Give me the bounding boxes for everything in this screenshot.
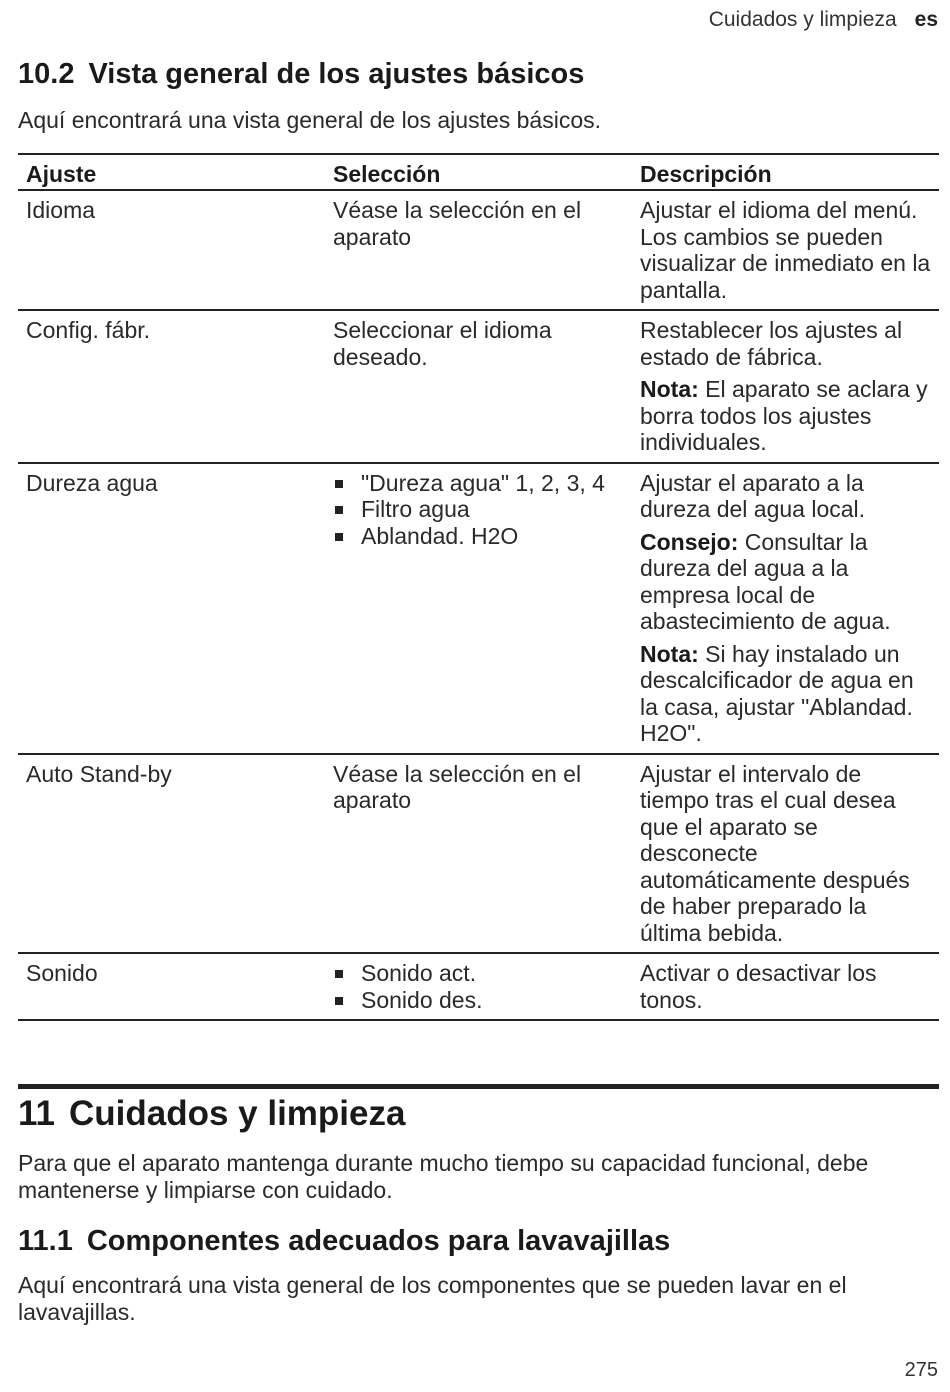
- settings-table: [18, 153, 939, 1021]
- column-header-description: Descripción: [632, 154, 939, 190]
- page-number: 275: [904, 1359, 938, 1381]
- column-header-selection: Selección: [325, 154, 632, 190]
- selection-list-item: Filtro agua: [333, 496, 624, 523]
- chapter-intro-11: Para que el aparato mantenga durante mucho tiempo su capacidad funcional, debe mantenerse y limpiarse con cuidado.: [18, 1150, 869, 1203]
- chapter-heading-11: [18, 1094, 405, 1134]
- selection-list: [333, 470, 624, 550]
- selection-list-item: "Dureza agua" 1, 2, 3, 4: [333, 470, 624, 497]
- description-text: Ajustar el idioma del menú.: [640, 197, 918, 223]
- note-label: Nota:: [640, 376, 699, 402]
- selection-list-item: Sonido act.: [333, 960, 624, 987]
- note-paragraph: [640, 376, 931, 456]
- note-paragraph: [640, 641, 931, 747]
- section-heading-11-1: [18, 1225, 670, 1258]
- description-cell: [632, 463, 939, 754]
- section-intro-11-1: Aquí encontrará una vista general de los componentes que se pueden lavar en el lavavajillas.: [18, 1272, 847, 1325]
- selection-cell: Seleccionar el idioma deseado.: [325, 310, 632, 463]
- selection-list-item: Ablandad. H2O: [333, 523, 624, 550]
- description-cell: Ajustar el intervalo de tiempo tras el cual desea que el aparato se desconecte automáticamente después de haber preparado la última bebida.: [632, 754, 939, 954]
- note-text: El aparato se aclara y borra todos los ajustes individuales.: [640, 376, 928, 455]
- selection-list-item: Sonido des.: [333, 987, 624, 1014]
- selection-cell: [325, 463, 632, 754]
- section-intro-10-2: Aquí encontrará una vista general de los ajustes básicos.: [18, 107, 602, 133]
- setting-cell: Idioma: [18, 190, 325, 310]
- tip-label: Consejo:: [640, 528, 739, 555]
- chapter-title: Cuidados y limpieza: [69, 1094, 406, 1133]
- tip-paragraph: [640, 529, 931, 635]
- section-title: Componentes adecuados para lavavajillas: [86, 1225, 671, 1257]
- selection-cell: Véase la selección en el aparato: [325, 190, 632, 310]
- tip-text: Consultar la dureza del agua a la empresa local de abastecimiento de agua.: [640, 528, 891, 634]
- table-row: [18, 190, 939, 310]
- table-row: [18, 953, 939, 1020]
- description-text: Restablecer los ajustes al estado de fábrica.: [640, 317, 903, 370]
- running-header: [709, 8, 938, 32]
- selection-cell: [325, 953, 632, 1020]
- setting-cell: Dureza agua: [18, 463, 325, 754]
- note-text: Si hay instalado un descalcificador de agua en la casa, ajustar "Ablandad. H2O".: [640, 640, 914, 746]
- table-row: [18, 310, 939, 463]
- note-label: Nota:: [640, 640, 699, 667]
- description-text-2: Los cambios se pueden visualizar de inmediato en la pantalla.: [640, 223, 931, 303]
- description-cell: Activar o desactivar los tonos.: [632, 953, 939, 1020]
- running-header-section: Cuidados y limpieza: [708, 8, 897, 31]
- language-code: es: [914, 8, 938, 31]
- description-text: Ajustar el aparato a la dureza del agua local.: [640, 469, 866, 522]
- chapter-divider: [18, 1084, 939, 1089]
- section-title: Vista general de los ajustes básicos: [88, 58, 585, 90]
- chapter-number: 11: [18, 1094, 55, 1133]
- table-row: [18, 754, 939, 954]
- selection-cell: Véase la selección en el aparato: [325, 754, 632, 954]
- section-heading-10-2: [18, 58, 584, 91]
- section-number: 11.1: [18, 1225, 73, 1257]
- setting-cell: Auto Stand-by: [18, 754, 325, 954]
- selection-list: [333, 960, 624, 1013]
- description-cell: [632, 310, 939, 463]
- setting-cell: Config. fábr.: [18, 310, 325, 463]
- setting-cell: Sonido: [18, 953, 325, 1020]
- table-header-row: [18, 154, 939, 190]
- description-cell: [632, 190, 939, 310]
- section-number: 10.2: [18, 58, 75, 90]
- table-row: [18, 463, 939, 754]
- column-header-setting: Ajuste: [18, 154, 325, 190]
